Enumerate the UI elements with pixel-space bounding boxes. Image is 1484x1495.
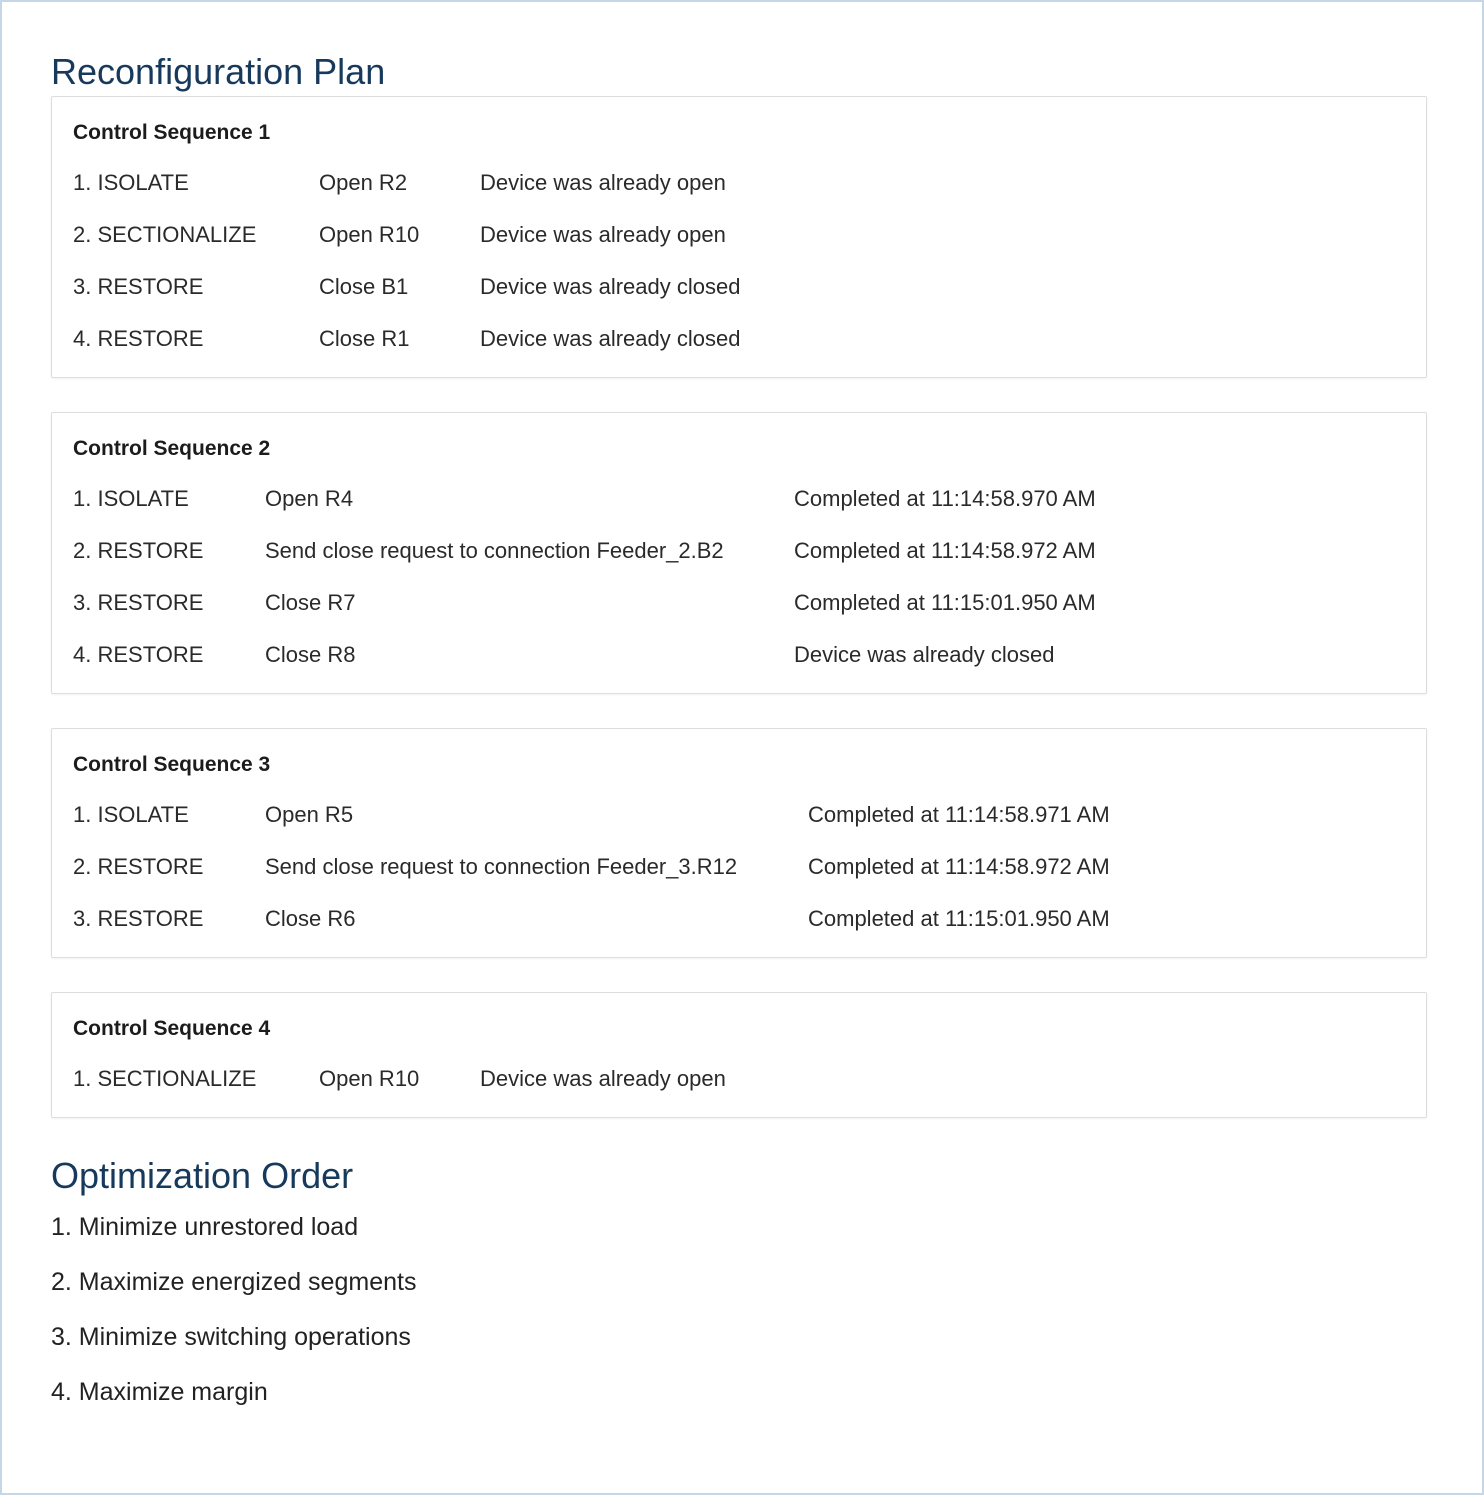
step-status: Device was already closed bbox=[480, 274, 741, 299]
step-label: 1. ISOLATE bbox=[73, 486, 189, 511]
step-action: Close R1 bbox=[319, 326, 410, 351]
step-status: Completed at 11:14:58.972 AM bbox=[808, 854, 1110, 879]
list-item: 2. Maximize energized segments bbox=[51, 1268, 417, 1296]
control-sequence-panel-2 bbox=[51, 412, 1427, 694]
step-status: Device was already open bbox=[480, 222, 726, 247]
step-label: 4. RESTORE bbox=[73, 642, 204, 667]
step-action: Close B1 bbox=[319, 274, 409, 299]
table-row bbox=[73, 577, 1096, 629]
step-action: Close R7 bbox=[265, 590, 356, 615]
sequence-steps-table bbox=[73, 789, 1110, 945]
step-label: 1. ISOLATE bbox=[73, 170, 189, 195]
table-row bbox=[73, 1053, 726, 1105]
step-status: Completed at 11:14:58.970 AM bbox=[794, 486, 1096, 511]
step-label: 2. RESTORE bbox=[73, 538, 204, 563]
list-item: 4. Maximize margin bbox=[51, 1378, 268, 1406]
table-row bbox=[73, 473, 1096, 525]
step-label: 1. SECTIONALIZE bbox=[73, 1066, 257, 1091]
table-row bbox=[73, 841, 1110, 893]
table-row bbox=[73, 209, 740, 261]
step-status: Completed at 11:15:01.950 AM bbox=[808, 906, 1110, 931]
step-label: 2. SECTIONALIZE bbox=[73, 222, 257, 247]
step-action: Open R10 bbox=[319, 1066, 420, 1091]
step-action: Open R4 bbox=[265, 486, 354, 511]
sequence-title: Control Sequence 3 bbox=[73, 753, 271, 776]
sequence-title: Control Sequence 2 bbox=[73, 437, 271, 460]
step-label: 3. RESTORE bbox=[73, 906, 204, 931]
step-action: Open R2 bbox=[319, 170, 408, 195]
step-status: Completed at 11:14:58.971 AM bbox=[808, 802, 1110, 827]
table-row bbox=[73, 261, 740, 313]
step-label: 4. RESTORE bbox=[73, 326, 204, 351]
sequence-steps-table bbox=[73, 1053, 726, 1105]
step-label: 2. RESTORE bbox=[73, 854, 204, 879]
step-status: Device was already closed bbox=[480, 326, 741, 351]
list-item: 1. Minimize unrestored load bbox=[51, 1213, 359, 1241]
sequence-title: Control Sequence 1 bbox=[73, 121, 271, 144]
step-action: Close R8 bbox=[265, 642, 356, 667]
optimization-order-title: Optimization Order bbox=[51, 1155, 354, 1196]
optimization-order-list bbox=[51, 1200, 1427, 1420]
sequence-steps-table bbox=[73, 473, 1096, 681]
sequence-steps-table bbox=[73, 157, 740, 365]
step-label: 3. RESTORE bbox=[73, 590, 204, 615]
step-status: Completed at 11:15:01.950 AM bbox=[794, 590, 1096, 615]
step-status: Device was already closed bbox=[794, 642, 1055, 667]
table-row bbox=[73, 893, 1110, 945]
list-item: 3. Minimize switching operations bbox=[51, 1323, 411, 1351]
table-row bbox=[73, 629, 1096, 681]
step-action: Close R6 bbox=[265, 906, 356, 931]
step-status: Completed at 11:14:58.972 AM bbox=[794, 538, 1096, 563]
table-row bbox=[73, 157, 740, 209]
sequence-title: Control Sequence 4 bbox=[73, 1017, 271, 1040]
main-content bbox=[51, 48, 1427, 1420]
step-status: Device was already open bbox=[480, 1066, 726, 1091]
table-row bbox=[73, 789, 1110, 841]
table-row bbox=[73, 313, 740, 365]
step-action: Send close request to connection Feeder_2.B2 bbox=[265, 538, 724, 563]
step-label: 3. RESTORE bbox=[73, 274, 204, 299]
step-action: Send close request to connection Feeder_3.R12 bbox=[265, 854, 738, 879]
control-sequence-panel-3 bbox=[51, 728, 1427, 958]
table-row bbox=[73, 525, 1096, 577]
page-title: Reconfiguration Plan bbox=[51, 51, 386, 92]
control-sequence-panel-4 bbox=[51, 992, 1427, 1118]
step-action: Open R10 bbox=[319, 222, 420, 247]
step-action: Open R5 bbox=[265, 802, 354, 827]
step-label: 1. ISOLATE bbox=[73, 802, 189, 827]
step-status: Device was already open bbox=[480, 170, 726, 195]
control-sequence-panel-1 bbox=[51, 96, 1427, 378]
